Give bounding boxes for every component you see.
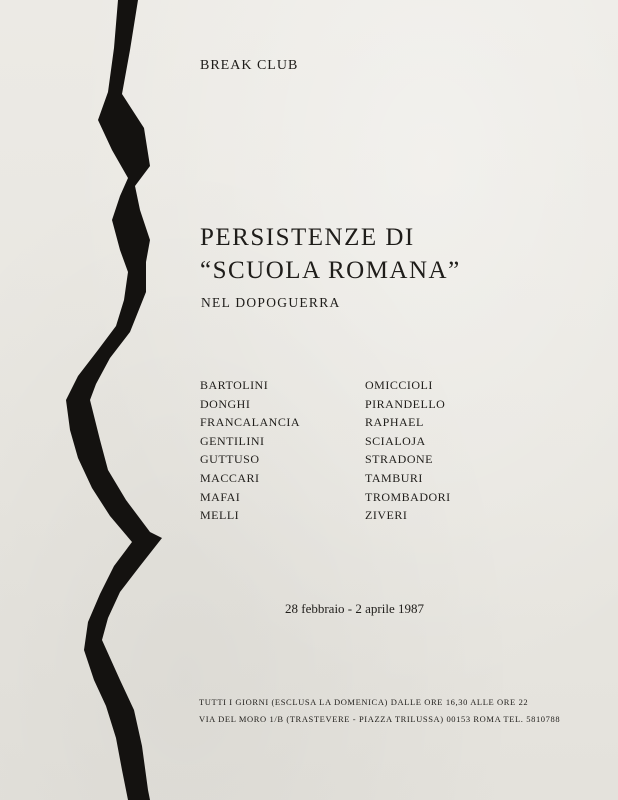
exhibition-subtitle: NEL DOPOGUERRA bbox=[201, 295, 341, 310]
artist-name: FRANCALANCIA bbox=[200, 415, 301, 430]
artist-name: STRADONE bbox=[365, 452, 434, 467]
artist-name: GENTILINI bbox=[200, 433, 265, 448]
exhibition-title-line1: PERSISTENZE DI bbox=[200, 224, 415, 251]
artist-name: PIRANDELLO bbox=[365, 396, 446, 411]
artist-name: MACCARI bbox=[200, 470, 260, 485]
artist-name: MAFAI bbox=[200, 489, 241, 504]
artist-name: RAPHAEL bbox=[365, 415, 424, 430]
artist-name: OMICCIOLI bbox=[365, 378, 433, 392]
exhibition-title-line2: “SCUOLA ROMANA” bbox=[200, 257, 461, 284]
artist-name: GUTTUSO bbox=[200, 452, 260, 467]
organizer-name: BREAK CLUB bbox=[200, 58, 299, 73]
artist-list-right bbox=[365, 376, 451, 525]
artist-name: TROMBADORI bbox=[365, 489, 451, 504]
artist-name: TAMBURI bbox=[365, 470, 423, 485]
artist-list-left bbox=[200, 376, 300, 525]
artist-name: SCIALOJA bbox=[365, 433, 426, 448]
exhibition-dates: 28 febbraio - 2 aprile 1987 bbox=[285, 601, 424, 616]
venue-address: VIA DEL MORO 1/B (TRASTEVERE - PIAZZA TRILUSSA) 00153 ROMA TEL. 5810788 bbox=[199, 714, 561, 724]
artist-name: DONGHI bbox=[200, 396, 251, 411]
artist-name: BARTOLINI bbox=[200, 378, 269, 392]
opening-hours: TUTTI I GIORNI (ESCLUSA LA DOMENICA) DALLE ORE 16,30 ALLE ORE 22 bbox=[199, 697, 529, 707]
artist-name: ZIVERI bbox=[365, 508, 408, 523]
artist-name: MELLI bbox=[200, 508, 240, 523]
